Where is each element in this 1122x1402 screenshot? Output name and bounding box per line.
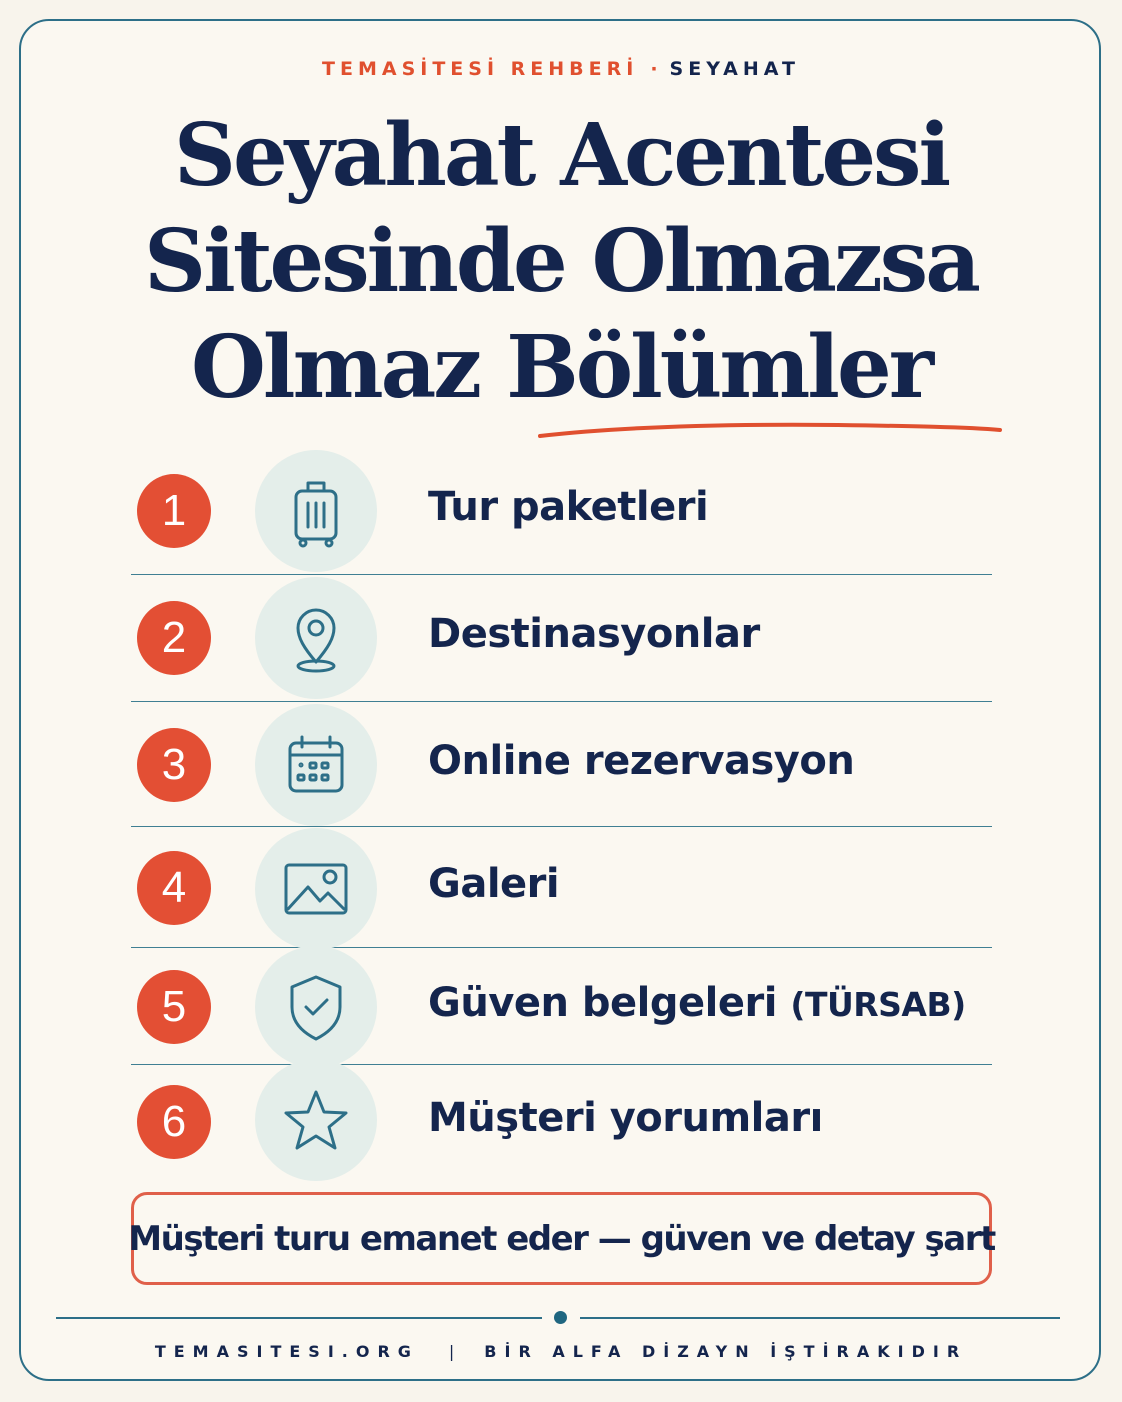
item-label: Galeri	[428, 861, 560, 907]
item-number-badge: 6	[137, 1085, 211, 1159]
footer	[0, 1342, 1122, 1361]
callout-text: Müşteri turu emanet eder — güven ve detay şart	[128, 1218, 995, 1259]
kicker-separator: ·	[650, 58, 658, 80]
item-number-badge: 3	[137, 728, 211, 802]
calendar-icon	[255, 704, 377, 826]
image-icon	[255, 828, 377, 950]
item-number-badge: 4	[137, 851, 211, 925]
list-item	[131, 575, 992, 702]
title-underline	[538, 420, 1002, 444]
footer-divider-dot	[554, 1311, 567, 1324]
item-label-suffix: (TÜRSAB)	[790, 985, 966, 1024]
list-item	[131, 702, 992, 827]
list-item	[131, 948, 992, 1065]
item-label: Tur paketleri	[428, 484, 709, 530]
list-item	[131, 448, 992, 575]
item-label: Online rezervasyon	[428, 738, 855, 784]
footer-divider-left	[56, 1317, 542, 1319]
footer-separator: |	[448, 1342, 455, 1361]
map-pin-icon	[255, 577, 377, 699]
item-label: Güven belgeleri (TÜRSAB)	[428, 980, 966, 1026]
footer-divider-right	[580, 1317, 1060, 1319]
item-number-badge: 2	[137, 601, 211, 675]
kicker	[0, 58, 1122, 80]
kicker-category: SEYAHAT	[669, 58, 800, 80]
list-item	[131, 827, 992, 948]
kicker-brand: TEMASİTESİ REHBERİ	[322, 58, 639, 80]
footer-site: TEMASITESI.ORG	[154, 1342, 419, 1361]
footer-tagline: BİR ALFA DİZAYN İŞTİRAKIDIR	[484, 1342, 968, 1361]
star-icon	[255, 1059, 377, 1181]
page-title	[0, 103, 1122, 421]
item-label: Destinasyonlar	[428, 611, 760, 657]
list-item	[131, 1065, 992, 1185]
suitcase-icon	[255, 450, 377, 572]
title-line-1: Seyahat Acentesi	[173, 105, 949, 206]
title-line-2: Sitesinde Olmazsa	[144, 211, 978, 312]
item-number-badge: 5	[137, 970, 211, 1044]
item-label: Müşteri yorumları	[428, 1095, 823, 1141]
section-list	[131, 448, 992, 1185]
shield-check-icon	[255, 946, 377, 1068]
title-line-3: Olmaz Bölümler	[190, 317, 932, 418]
item-number-badge: 1	[137, 474, 211, 548]
callout-box	[128, 1192, 995, 1285]
